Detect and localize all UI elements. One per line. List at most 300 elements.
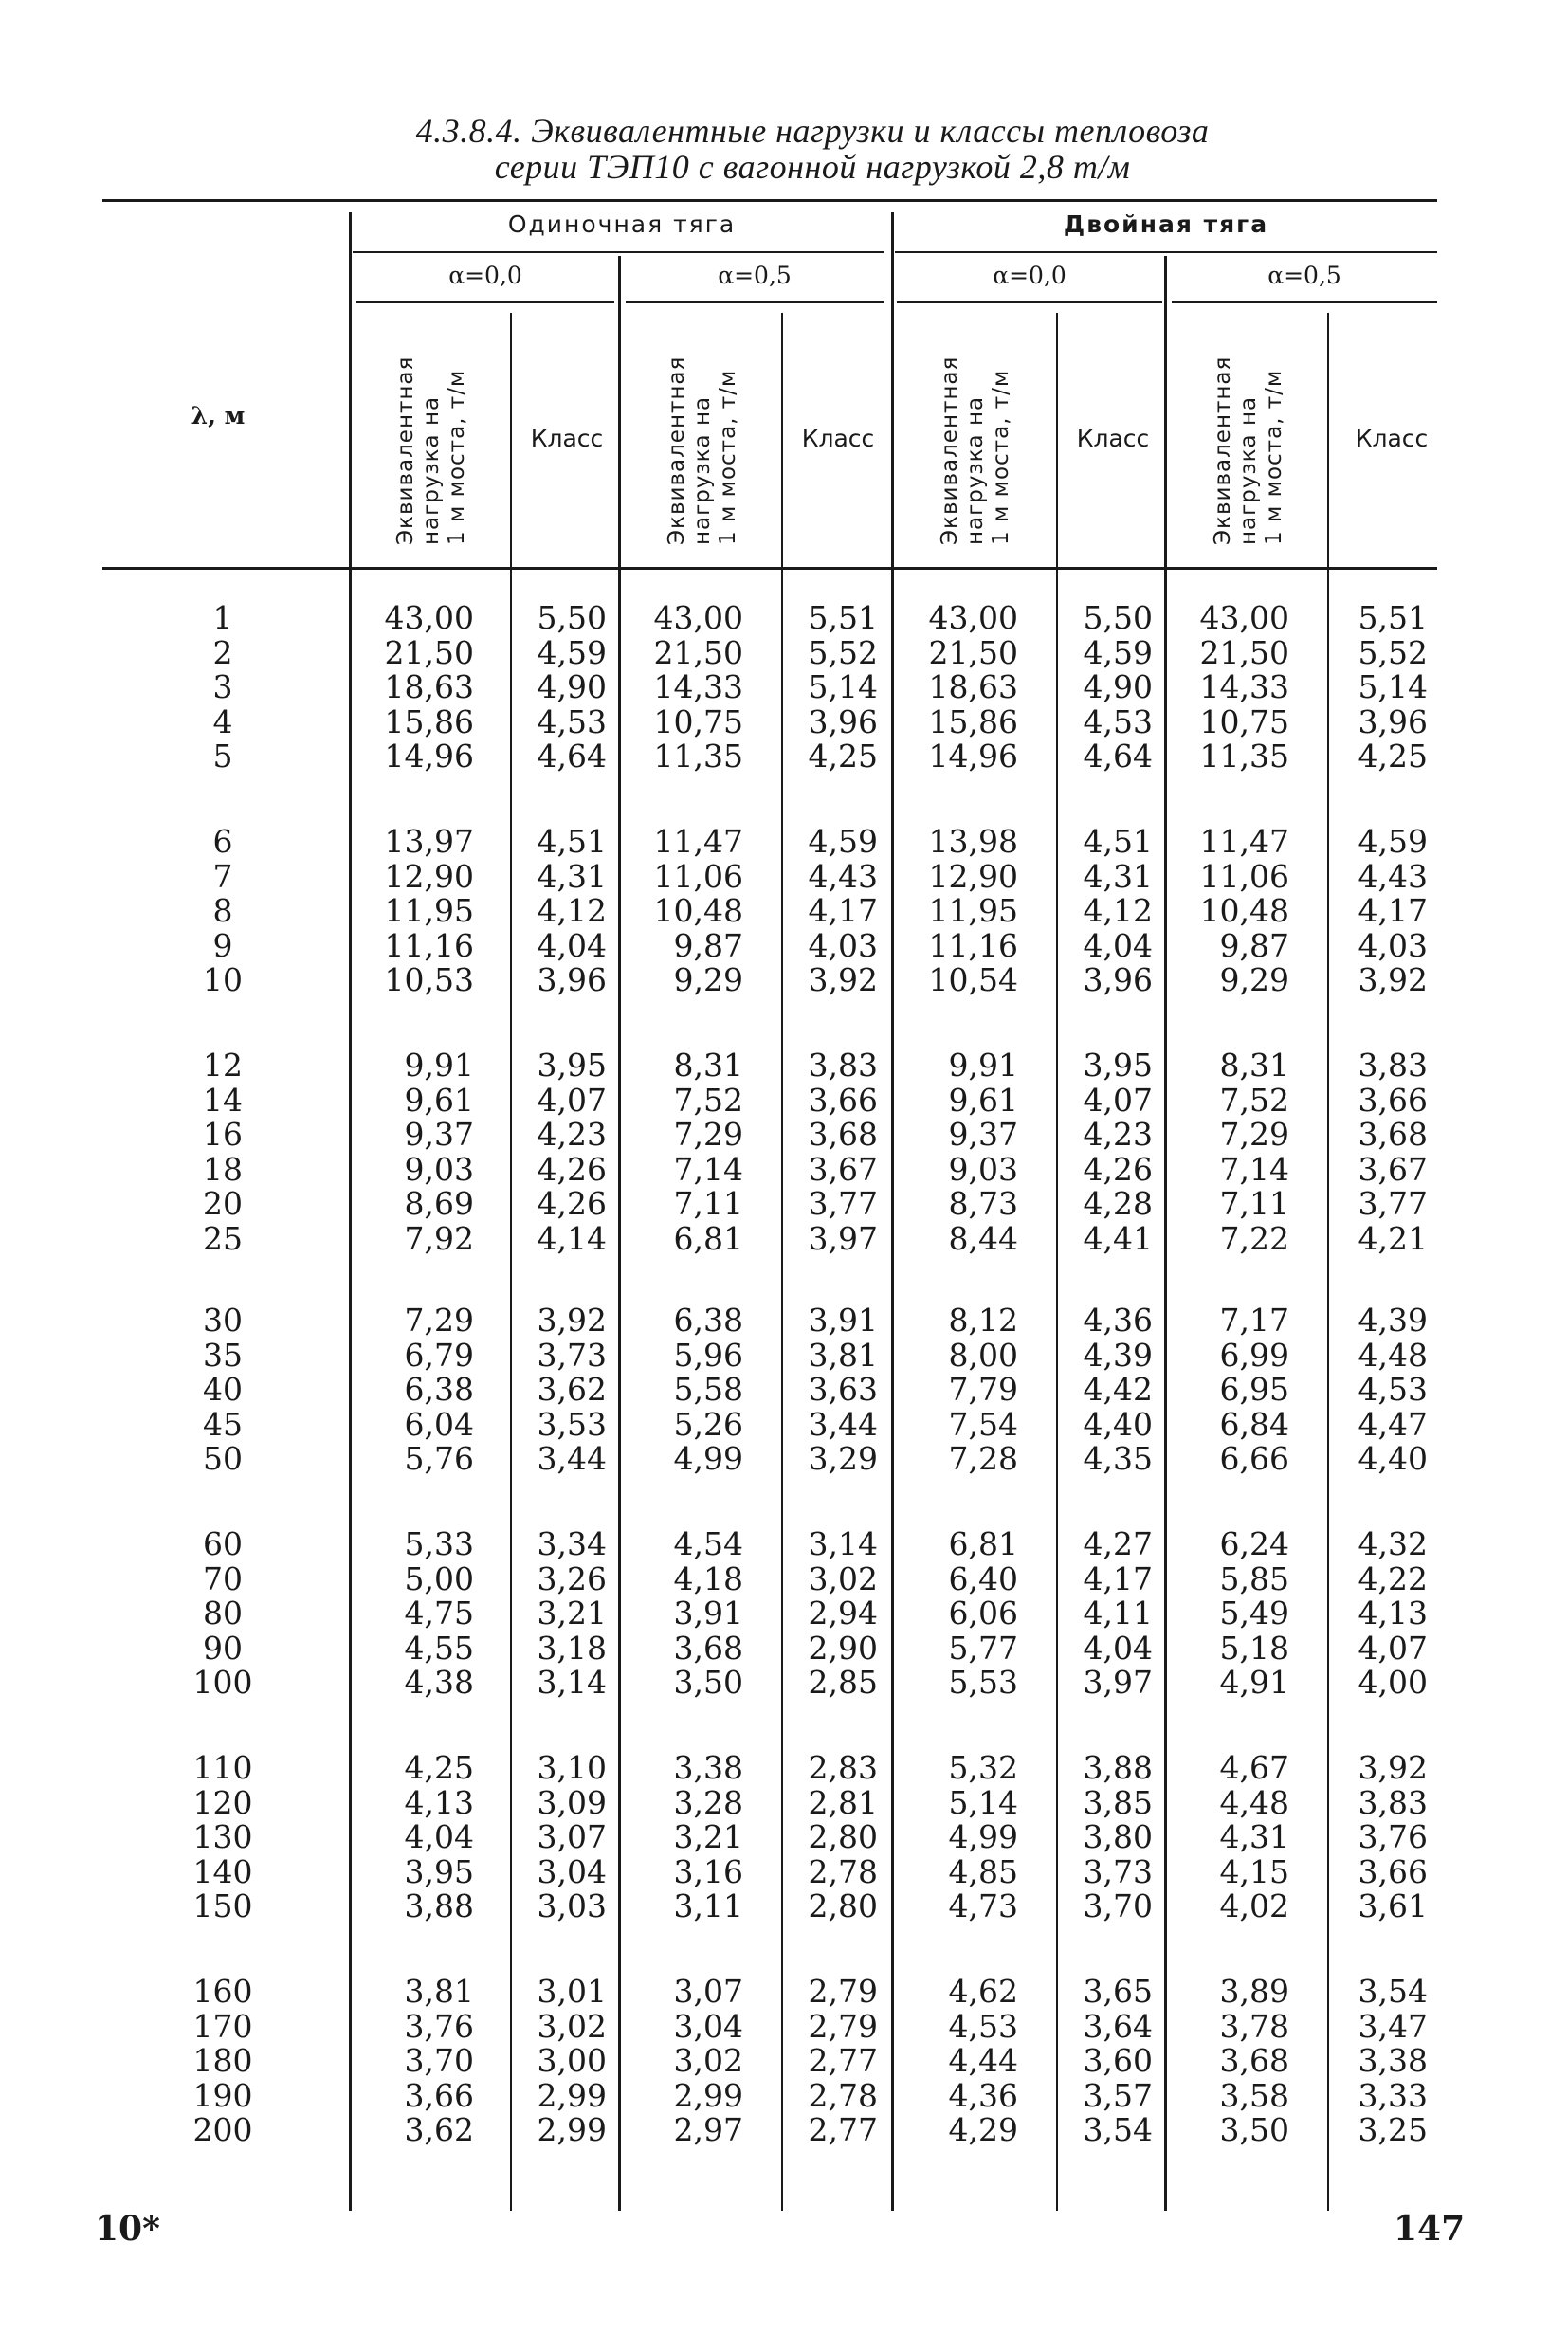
equivalent-load-cell: 11,95: [928, 892, 1018, 929]
class-cell: 3,02: [537, 2007, 607, 2045]
class-cell: 3,07: [537, 1818, 607, 1855]
class-cell: 4,90: [1083, 668, 1153, 705]
equivalent-load-cell: 13,97: [384, 823, 474, 860]
class-cell: 3,88: [1083, 1749, 1153, 1786]
equivalent-load-cell: 12,90: [384, 857, 474, 895]
equivalent-load-cell: 10,75: [653, 702, 743, 740]
lambda-cell: 50: [203, 1440, 243, 1477]
column-divider: [891, 212, 894, 2211]
equivalent-load-cell: 5,00: [404, 1559, 474, 1597]
equivalent-load-cell: 5,77: [948, 1629, 1018, 1667]
equivalent-load-line: нагрузка на: [418, 395, 444, 545]
equivalent-load-cell: 11,95: [384, 892, 474, 929]
alpha-rule-2: [626, 301, 884, 303]
equivalent-load-cell: 3,78: [1219, 2007, 1289, 2045]
class-cell: 3,01: [537, 1973, 607, 2010]
double-traction-rule: [895, 251, 1437, 253]
class-cell: 3,96: [1083, 961, 1153, 998]
equivalent-load-cell: 10,75: [1199, 702, 1289, 740]
equivalent-load-cell: 8,00: [948, 1336, 1018, 1374]
equivalent-load-cell: 14,96: [384, 738, 474, 775]
equivalent-load-cell: 3,02: [673, 2042, 743, 2079]
class-cell: 4,25: [1358, 738, 1428, 775]
lambda-cell: 20: [203, 1185, 243, 1222]
class-cell: 4,51: [1083, 823, 1153, 860]
class-cell: 2,79: [808, 2007, 878, 2045]
class-cell: 4,59: [808, 823, 878, 860]
equivalent-load-cell: 14,33: [1199, 668, 1289, 705]
class-cell: 3,54: [1358, 1973, 1428, 2010]
equivalent-load-cell: 3,66: [404, 2076, 474, 2114]
class-cell: 3,96: [537, 961, 607, 998]
class-cell: 5,52: [1358, 633, 1428, 671]
class-cell: 4,42: [1083, 1371, 1153, 1408]
equivalent-load-cell: 6,38: [673, 1302, 743, 1339]
class-cell: 3,73: [1083, 1852, 1153, 1890]
class-cell: 4,00: [1358, 1664, 1428, 1701]
class-cell: 2,85: [808, 1664, 878, 1701]
class-cell: 2,99: [537, 2076, 607, 2114]
equivalent-load-cell: 8,12: [948, 1302, 1018, 1339]
equivalent-load-cell: 4,48: [1219, 1783, 1289, 1821]
class-cell: 3,21: [537, 1595, 607, 1632]
class-cell: 4,04: [1083, 926, 1153, 964]
lambda-cell: 1: [212, 599, 233, 636]
class-cell: 4,53: [1083, 702, 1153, 740]
equivalent-load-cell: 8,31: [1219, 1047, 1289, 1084]
equivalent-load-cell: 21,50: [1199, 633, 1289, 671]
class-cell: 3,66: [1358, 1081, 1428, 1119]
class-cell: 3,66: [1358, 1852, 1428, 1890]
equivalent-load-cell: 18,63: [928, 668, 1018, 705]
equivalent-load-cell: 8,69: [404, 1185, 474, 1222]
class-cell: 3,95: [537, 1047, 607, 1084]
class-cell: 4,11: [1083, 1595, 1153, 1632]
equivalent-load-cell: 5,53: [948, 1664, 1018, 1701]
column-divider: [349, 212, 352, 2211]
equivalent-load-cell: 3,11: [673, 1887, 743, 1924]
class-cell: 4,13: [1358, 1595, 1428, 1632]
class-cell: 3,14: [537, 1664, 607, 1701]
class-cell: 2,94: [808, 1595, 878, 1632]
lambda-cell: 9: [212, 926, 233, 964]
class-cell: 3,66: [808, 1081, 878, 1119]
lambda-cell: 180: [192, 2042, 253, 2079]
equivalent-load-cell: 3,62: [404, 2111, 474, 2148]
class-cell: 4,14: [537, 1219, 607, 1257]
equivalent-load-cell: 8,31: [673, 1047, 743, 1084]
lambda-cell: 10: [203, 961, 243, 998]
equivalent-load-cell: 4,15: [1219, 1852, 1289, 1890]
lambda-cell: 110: [192, 1749, 253, 1786]
class-cell: 3,83: [1358, 1047, 1428, 1084]
class-cell: 4,03: [808, 926, 878, 964]
equivalent-load-cell: 3,50: [673, 1664, 743, 1701]
lambda-cell: 6: [212, 823, 233, 860]
class-cell: 4,39: [1083, 1336, 1153, 1374]
class-cell: 4,36: [1083, 1302, 1153, 1339]
equivalent-load-cell: 9,61: [404, 1081, 474, 1119]
equivalent-load-cell: 7,22: [1219, 1219, 1289, 1257]
equivalent-load-cell: 7,14: [673, 1150, 743, 1188]
class-cell: 3,95: [1083, 1047, 1153, 1084]
lambda-cell: 100: [192, 1664, 253, 1701]
equivalent-load-cell: 6,38: [404, 1371, 474, 1408]
class-cell: 4,40: [1358, 1440, 1428, 1477]
alpha-rule-1: [356, 301, 614, 303]
equivalent-load-cell: 3,68: [1219, 2042, 1289, 2079]
class-cell: 2,90: [808, 1629, 878, 1667]
class-cell: 3,68: [1358, 1116, 1428, 1153]
double-traction-header: Двойная тяга: [1063, 210, 1269, 238]
class-cell: 3,80: [1083, 1818, 1153, 1855]
equivalent-load-cell: 7,52: [673, 1081, 743, 1119]
equivalent-load-cell: 4,99: [948, 1818, 1018, 1855]
class-cell: 4,22: [1358, 1559, 1428, 1597]
column-divider: [1164, 256, 1167, 2211]
class-cell: 2,83: [808, 1749, 878, 1786]
class-cell: 5,50: [537, 599, 607, 636]
equivalent-load-cell: 4,75: [404, 1595, 474, 1632]
class-cell: 3,62: [537, 1371, 607, 1408]
equivalent-load-cell: 10,48: [1199, 892, 1289, 929]
class-cell: 3,65: [1083, 1973, 1153, 2010]
class-cell: 4,90: [537, 668, 607, 705]
equivalent-load-cell: 5,18: [1219, 1629, 1289, 1667]
equivalent-load-line: нагрузка на: [962, 395, 988, 545]
class-cell: 5,51: [1358, 599, 1428, 636]
class-cell: 2,80: [808, 1818, 878, 1855]
equivalent-load-cell: 4,31: [1219, 1818, 1289, 1855]
equivalent-load-cell: 9,91: [948, 1047, 1018, 1084]
equivalent-load-cell: 4,29: [948, 2111, 1018, 2148]
equivalent-load-cell: 5,49: [1219, 1595, 1289, 1632]
lambda-cell: 35: [203, 1336, 243, 1374]
equivalent-load-cell: 7,11: [673, 1185, 743, 1222]
equivalent-load-cell: 5,33: [404, 1525, 474, 1562]
class-cell: 3,92: [1358, 1749, 1428, 1786]
equivalent-load-cell: 11,47: [653, 823, 743, 860]
class-header: Класс: [1076, 425, 1150, 452]
column-divider: [510, 313, 512, 2211]
class-cell: 4,64: [537, 738, 607, 775]
class-cell: 3,02: [808, 1559, 878, 1597]
class-cell: 4,31: [537, 857, 607, 895]
alpha-rule-3: [897, 301, 1162, 303]
class-cell: 4,17: [1358, 892, 1428, 929]
class-cell: 4,31: [1083, 857, 1153, 895]
equivalent-load-cell: 5,85: [1219, 1559, 1289, 1597]
class-cell: 4,51: [537, 823, 607, 860]
class-cell: 3,81: [808, 1336, 878, 1374]
class-cell: 4,23: [1083, 1116, 1153, 1153]
column-divider: [1056, 313, 1058, 2211]
equivalent-load-cell: 4,55: [404, 1629, 474, 1667]
equivalent-load-cell: 6,04: [404, 1405, 474, 1443]
equivalent-load-cell: 7,79: [948, 1371, 1018, 1408]
equivalent-load-cell: 2,97: [673, 2111, 743, 2148]
header-bottom-rule: [102, 567, 1437, 570]
lambda-cell: 150: [192, 1887, 253, 1924]
class-cell: 3,64: [1083, 2007, 1153, 2045]
equivalent-load-cell: 6,95: [1219, 1371, 1289, 1408]
alpha-label: α=0,0: [448, 262, 522, 289]
class-cell: 4,26: [537, 1150, 607, 1188]
equivalent-load-cell: 6,40: [948, 1559, 1018, 1597]
lambda-cell: 7: [212, 857, 233, 895]
equivalent-load-cell: 3,88: [404, 1887, 474, 1924]
class-cell: 4,23: [537, 1116, 607, 1153]
equivalent-load-line: нагрузка на: [689, 395, 715, 545]
equivalent-load-cell: 5,14: [948, 1783, 1018, 1821]
single-traction-rule: [353, 251, 884, 253]
equivalent-load-cell: 7,92: [404, 1219, 474, 1257]
equivalent-load-cell: 3,21: [673, 1818, 743, 1855]
class-cell: 4,41: [1083, 1219, 1153, 1257]
lambda-cell: 3: [212, 668, 233, 705]
lambda-cell: 5: [212, 738, 233, 775]
equivalent-load-cell: 4,99: [673, 1440, 743, 1477]
class-cell: 3,10: [537, 1749, 607, 1786]
lambda-cell: 130: [192, 1818, 253, 1855]
equivalent-load-cell: 12,90: [928, 857, 1018, 895]
equivalent-load-cell: 5,26: [673, 1405, 743, 1443]
equivalent-load-cell: 3,16: [673, 1852, 743, 1890]
equivalent-load-cell: 43,00: [653, 599, 743, 636]
equivalent-load-cell: 3,07: [673, 1973, 743, 2010]
class-cell: 3,92: [537, 1302, 607, 1339]
class-cell: 4,12: [537, 892, 607, 929]
equivalent-load-cell: 5,96: [673, 1336, 743, 1374]
lambda-header: λ, м: [191, 402, 246, 429]
equivalent-load-cell: 5,58: [673, 1371, 743, 1408]
class-cell: 3,03: [537, 1887, 607, 1924]
class-cell: 2,77: [808, 2111, 878, 2148]
lambda-cell: 18: [203, 1150, 243, 1188]
equivalent-load-cell: 4,62: [948, 1973, 1018, 2010]
equivalent-load-cell: 4,53: [948, 2007, 1018, 2045]
equivalent-load-cell: 9,29: [1219, 961, 1289, 998]
equivalent-load-cell: 9,87: [1219, 926, 1289, 964]
equivalent-load-cell: 3,04: [673, 2007, 743, 2045]
equivalent-load-cell: 21,50: [928, 633, 1018, 671]
class-cell: 4,17: [808, 892, 878, 929]
equivalent-load-cell: 9,29: [673, 961, 743, 998]
equivalent-load-cell: 6,24: [1219, 1525, 1289, 1562]
equivalent-load-cell: 7,29: [673, 1116, 743, 1153]
equivalent-load-cell: 4,54: [673, 1525, 743, 1562]
class-header: Класс: [801, 425, 875, 452]
equivalent-load-cell: 6,81: [948, 1525, 1018, 1562]
equivalent-load-cell: 15,86: [928, 702, 1018, 740]
equivalent-load-cell: 14,33: [653, 668, 743, 705]
equivalent-load-cell: 4,91: [1219, 1664, 1289, 1701]
lambda-cell: 12: [203, 1047, 243, 1084]
class-cell: 3,53: [537, 1405, 607, 1443]
class-cell: 4,59: [1083, 633, 1153, 671]
class-cell: 3,97: [1083, 1664, 1153, 1701]
class-cell: 4,07: [537, 1081, 607, 1119]
equivalent-load-cell: 7,52: [1219, 1081, 1289, 1119]
class-cell: 3,92: [808, 961, 878, 998]
equivalent-load-cell: 3,76: [404, 2007, 474, 2045]
class-cell: 3,67: [808, 1150, 878, 1188]
equivalent-load-cell: 4,73: [948, 1887, 1018, 1924]
equivalent-load-line: 1 м моста, т/м: [444, 369, 469, 545]
single-traction-header: Одиночная тяга: [507, 210, 737, 238]
equivalent-load-cell: 6,66: [1219, 1440, 1289, 1477]
class-header: Класс: [530, 425, 604, 452]
class-header: Класс: [1355, 425, 1429, 452]
equivalent-load-cell: 5,32: [948, 1749, 1018, 1786]
lambda-cell: 120: [192, 1783, 253, 1821]
class-cell: 3,60: [1083, 2042, 1153, 2079]
class-cell: 3,97: [808, 1219, 878, 1257]
equivalent-load-cell: 43,00: [384, 599, 474, 636]
class-cell: 2,77: [808, 2042, 878, 2079]
equivalent-load-cell: 11,06: [1199, 857, 1289, 895]
equivalent-load-line: нагрузка на: [1235, 395, 1261, 545]
equivalent-load-cell: 3,28: [673, 1783, 743, 1821]
equivalent-load-cell: 3,70: [404, 2042, 474, 2079]
alpha-rule-4: [1172, 301, 1437, 303]
class-cell: 5,52: [808, 633, 878, 671]
equivalent-load-cell: 9,91: [404, 1047, 474, 1084]
equivalent-load-line: Эквивалентная: [392, 356, 418, 545]
equivalent-load-cell: 3,91: [673, 1595, 743, 1632]
class-cell: 2,80: [808, 1887, 878, 1924]
class-cell: 3,57: [1083, 2076, 1153, 2114]
equivalent-load-cell: 4,25: [404, 1749, 474, 1786]
alpha-label: α=0,5: [718, 262, 792, 289]
class-cell: 4,27: [1083, 1525, 1153, 1562]
signature-mark: 10*: [95, 2209, 160, 2249]
class-cell: 2,81: [808, 1783, 878, 1821]
class-cell: 3,44: [537, 1440, 607, 1477]
lambda-cell: 60: [203, 1525, 243, 1562]
class-cell: 3,09: [537, 1783, 607, 1821]
class-cell: 3,77: [808, 1185, 878, 1222]
class-cell: 3,70: [1083, 1887, 1153, 1924]
equivalent-load-cell: 6,81: [673, 1219, 743, 1257]
class-cell: 3,73: [537, 1336, 607, 1374]
class-cell: 3,44: [808, 1405, 878, 1443]
table-caption-line-2: серии ТЭП10 с вагонной нагрузкой 2,8 т/м: [494, 148, 1131, 186]
class-cell: 4,35: [1083, 1440, 1153, 1477]
equivalent-load-cell: 43,00: [1199, 599, 1289, 636]
class-cell: 4,40: [1083, 1405, 1153, 1443]
class-cell: 3,77: [1358, 1185, 1428, 1222]
class-cell: 4,04: [1083, 1629, 1153, 1667]
equivalent-load-cell: 3,38: [673, 1749, 743, 1786]
equivalent-load-header: [379, 327, 483, 545]
class-cell: 3,33: [1358, 2076, 1428, 2114]
equivalent-load-cell: 11,35: [1199, 738, 1289, 775]
class-cell: 4,17: [1083, 1559, 1153, 1597]
lambda-cell: 90: [203, 1629, 243, 1667]
class-cell: 3,18: [537, 1629, 607, 1667]
class-cell: 3,61: [1358, 1887, 1428, 1924]
equivalent-load-cell: 2,99: [673, 2076, 743, 2114]
class-cell: 3,92: [1358, 961, 1428, 998]
equivalent-load-cell: 10,53: [384, 961, 474, 998]
class-cell: 3,26: [537, 1559, 607, 1597]
class-cell: 4,53: [1358, 1371, 1428, 1408]
class-cell: 4,04: [537, 926, 607, 964]
class-cell: 5,50: [1083, 599, 1153, 636]
lambda-cell: 25: [203, 1219, 243, 1257]
equivalent-load-cell: 9,03: [948, 1150, 1018, 1188]
class-cell: 4,59: [537, 633, 607, 671]
lambda-cell: 170: [192, 2007, 253, 2045]
equivalent-load-cell: 9,37: [404, 1116, 474, 1153]
class-cell: 3,00: [537, 2042, 607, 2079]
lambda-cell: 16: [203, 1116, 243, 1153]
class-cell: 3,96: [808, 702, 878, 740]
class-cell: 3,96: [1358, 702, 1428, 740]
lambda-cell: 14: [203, 1081, 243, 1119]
equivalent-load-cell: 4,36: [948, 2076, 1018, 2114]
equivalent-load-cell: 4,85: [948, 1852, 1018, 1890]
table-caption-line-1: 4.3.8.4. Эквивалентные нагрузки и классы тепловоза: [415, 112, 1210, 150]
equivalent-load-cell: 5,76: [404, 1440, 474, 1477]
class-cell: 4,53: [537, 702, 607, 740]
equivalent-load-cell: 4,38: [404, 1664, 474, 1701]
class-cell: 3,04: [537, 1852, 607, 1890]
class-cell: 4,39: [1358, 1302, 1428, 1339]
class-cell: 5,51: [808, 599, 878, 636]
class-cell: 3,83: [1358, 1783, 1428, 1821]
class-cell: 2,78: [808, 2076, 878, 2114]
class-cell: 3,67: [1358, 1150, 1428, 1188]
class-cell: 4,07: [1358, 1629, 1428, 1667]
lambda-cell: 45: [203, 1405, 243, 1443]
class-cell: 4,59: [1358, 823, 1428, 860]
lambda-cell: 140: [192, 1852, 253, 1890]
equivalent-load-header: [1196, 327, 1301, 545]
lambda-cell: 200: [192, 2111, 253, 2148]
equivalent-load-cell: 4,13: [404, 1783, 474, 1821]
equivalent-load-cell: 8,73: [948, 1185, 1018, 1222]
equivalent-load-cell: 4,18: [673, 1559, 743, 1597]
class-cell: 5,14: [808, 668, 878, 705]
lambda-cell: 2: [212, 633, 233, 671]
class-cell: 2,79: [808, 1973, 878, 2010]
equivalent-load-cell: 15,86: [384, 702, 474, 740]
equivalent-load-cell: 11,06: [653, 857, 743, 895]
equivalent-load-header: [650, 327, 755, 545]
equivalent-load-line: Эквивалентная: [1210, 356, 1235, 545]
lambda-cell: 4: [212, 702, 233, 740]
equivalent-load-cell: 4,02: [1219, 1887, 1289, 1924]
equivalent-load-cell: 21,50: [384, 633, 474, 671]
class-cell: 3,34: [537, 1525, 607, 1562]
class-cell: 4,32: [1358, 1525, 1428, 1562]
equivalent-load-cell: 11,35: [653, 738, 743, 775]
equivalent-load-line: 1 м моста, т/м: [988, 369, 1013, 545]
class-cell: 4,43: [808, 857, 878, 895]
equivalent-load-cell: 6,84: [1219, 1405, 1289, 1443]
equivalent-load-cell: 7,17: [1219, 1302, 1289, 1339]
lambda-cell: 70: [203, 1559, 243, 1597]
equivalent-load-cell: 3,81: [404, 1973, 474, 2010]
equivalent-load-line: Эквивалентная: [664, 356, 689, 545]
class-cell: 2,78: [808, 1852, 878, 1890]
class-cell: 4,21: [1358, 1219, 1428, 1257]
lambda-cell: 190: [192, 2076, 253, 2114]
equivalent-load-cell: 4,04: [404, 1818, 474, 1855]
class-cell: 4,25: [808, 738, 878, 775]
